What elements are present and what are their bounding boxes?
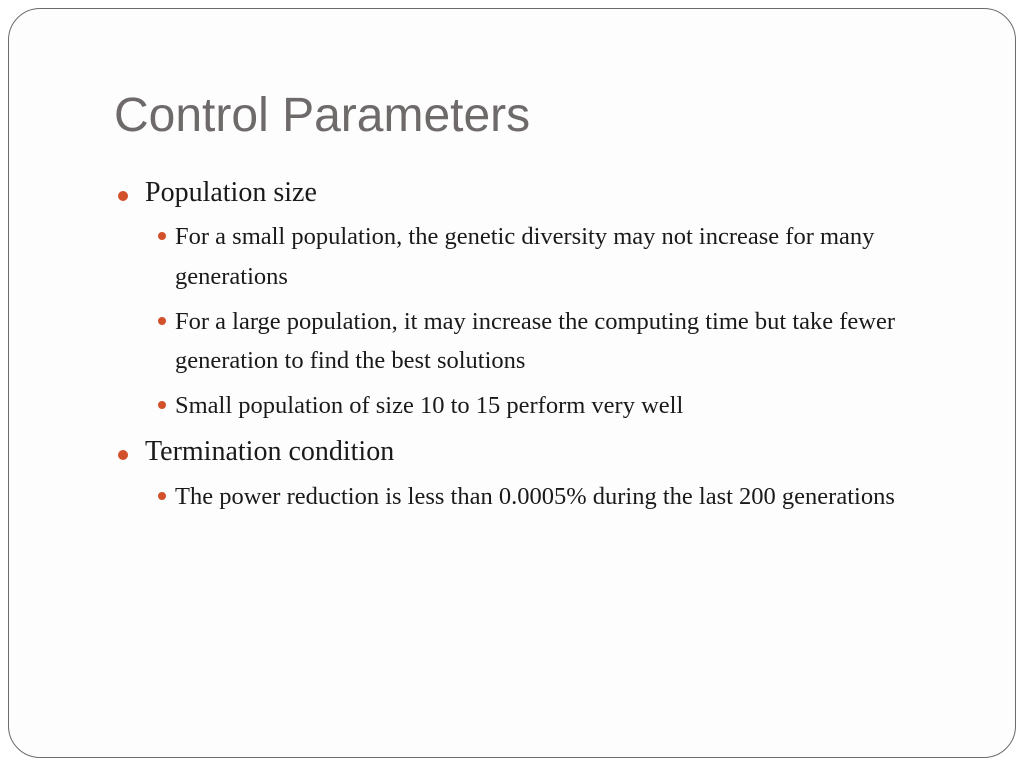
- sub-bullet-item: [145, 477, 963, 516]
- slide-title: Control Parameters: [114, 89, 531, 142]
- bullet-dot-icon: [118, 191, 128, 201]
- sub-bullet-text: Small population of size 10 to 15 perform very well: [175, 392, 684, 420]
- bullet-heading: Termination condition: [145, 436, 395, 468]
- sub-bullet-dot-icon: [158, 232, 166, 240]
- sub-bullet-dot-icon: [158, 317, 166, 325]
- bullet-heading: Population size: [145, 177, 317, 208]
- sub-bullet-item: [145, 217, 963, 295]
- slide: [8, 8, 1016, 758]
- bullet-dot-icon: [118, 450, 128, 460]
- sub-bullet-list: [145, 217, 963, 425]
- sub-bullet-item: [145, 386, 963, 425]
- sub-bullet-list: [145, 477, 963, 516]
- bullet-list: [113, 175, 963, 516]
- sub-bullet-text: The power reduction is less than 0.0005% during the last 200 generations: [175, 482, 895, 510]
- bullet-item-termination-condition: [113, 434, 963, 516]
- sub-bullet-dot-icon: [158, 492, 166, 500]
- sub-bullet-text: For a large population, it may increase the computing time but take fewer generation to find the best solutions: [175, 307, 896, 374]
- slide-content: [113, 175, 963, 525]
- sub-bullet-text: For a small population, the genetic diversity may not increase for many generations: [175, 223, 875, 290]
- sub-bullet-item: [145, 302, 963, 380]
- bullet-item-population-size: [113, 175, 963, 425]
- sub-bullet-dot-icon: [158, 401, 166, 409]
